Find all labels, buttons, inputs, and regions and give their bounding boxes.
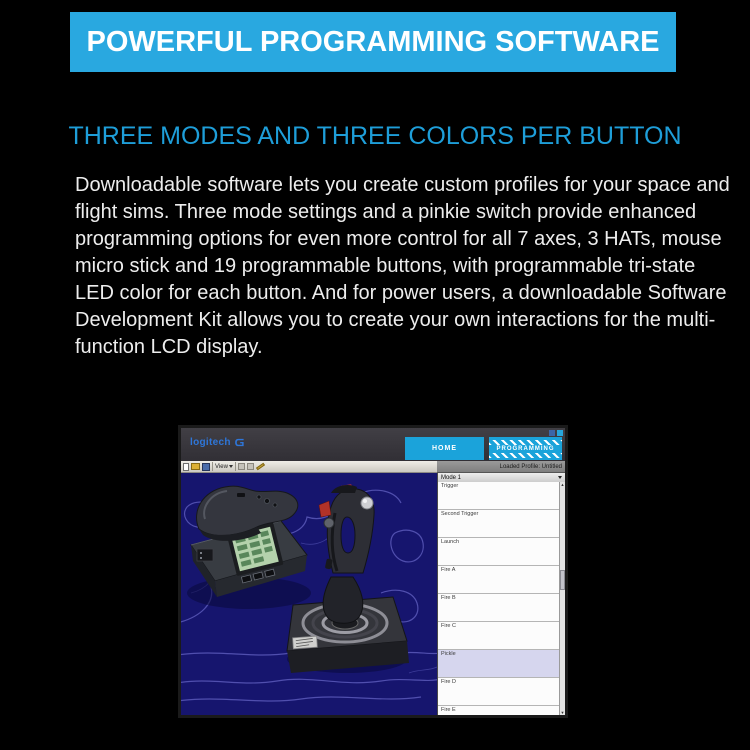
chevron-down-icon (229, 465, 233, 468)
scroll-up-icon[interactable]: ▲ (560, 482, 565, 487)
section-body (75, 172, 730, 361)
home-button[interactable] (405, 437, 484, 460)
panel-row[interactable] (438, 706, 559, 715)
device-illustration (181, 473, 437, 715)
joystick-illustration (287, 484, 409, 673)
panel-row-label: Second Trigger (441, 511, 479, 517)
scroll-thumb[interactable] (560, 570, 565, 590)
button-assignment-list (438, 482, 559, 715)
chevron-down-icon (558, 476, 562, 479)
panel-row-label: Launch (441, 539, 460, 545)
save-icon[interactable] (202, 463, 210, 471)
close-icon[interactable] (557, 430, 563, 436)
zoom-icon[interactable] (238, 463, 245, 470)
pencil-icon[interactable] (256, 463, 265, 471)
body-line: programming options for even more control for all 7 axes, 3 HATs, mouse (75, 228, 722, 250)
body-line: Development Kit allows you to create your own interactions for the multi- (75, 309, 716, 331)
logitech-logo-text: logitech (190, 437, 231, 448)
panel-row[interactable] (438, 650, 559, 678)
loaded-profile-status: Loaded Profile: Untitled (499, 463, 562, 470)
panel-row[interactable] (438, 678, 559, 706)
programming-panel (437, 473, 565, 715)
section-heading: THREE MODES AND THREE COLORS PER BUTTON (68, 122, 682, 150)
banner-title: POWERFUL PROGRAMMING SOFTWARE (86, 25, 660, 58)
panel-row[interactable] (438, 594, 559, 622)
new-profile-icon[interactable] (183, 463, 189, 471)
panel-row[interactable] (438, 622, 559, 650)
logitech-g-icon (234, 437, 245, 448)
app-main (181, 473, 565, 715)
mode-label: Mode 1 (441, 474, 462, 481)
panel-row-label: Fire C (441, 623, 456, 629)
logitech-logo (190, 437, 245, 448)
title-banner (70, 12, 676, 72)
panel-row[interactable] (438, 566, 559, 594)
profile-statusbar (437, 461, 565, 473)
minimize-icon[interactable] (549, 430, 555, 436)
panel-row-label: Pickle (441, 651, 456, 657)
view-dropdown[interactable] (215, 464, 233, 470)
panel-scrollbar[interactable] (559, 482, 565, 715)
open-folder-icon[interactable] (191, 463, 200, 470)
programming-button[interactable] (489, 437, 562, 460)
panel-row-label: Fire A (441, 567, 456, 573)
settings-icon[interactable] (247, 463, 254, 470)
body-line: LED color for each button. And for power users, a downloadable Software (75, 282, 727, 304)
view-dropdown-label: View (215, 463, 228, 470)
panel-row-label: Fire B (441, 595, 456, 601)
toolbar-separator (235, 462, 236, 471)
window-controls (549, 430, 563, 436)
body-line: flight sims. Three mode settings and a pinkie switch provide enhanced (75, 201, 697, 223)
panel-row-label: Fire D (441, 679, 456, 685)
home-button-label: HOME (432, 445, 457, 452)
scroll-down-icon[interactable]: ▼ (560, 710, 565, 715)
toolbar (181, 461, 565, 473)
stripe-decoration (489, 453, 562, 458)
throttle-illustration (187, 486, 311, 609)
programming-button-label: PROGRAMMING (496, 445, 555, 452)
app-header (181, 428, 565, 461)
toolbar-separator (212, 462, 213, 471)
panel-row[interactable] (438, 510, 559, 538)
panel-row[interactable] (438, 538, 559, 566)
body-line: function LCD display. (75, 336, 263, 358)
software-window (178, 425, 568, 718)
panel-row-label: Trigger (441, 483, 459, 489)
panel-row-label: Fire E (441, 707, 456, 713)
body-line: Downloadable software lets you create custom profiles for your space and (75, 174, 730, 196)
toolbar-icons (181, 461, 437, 473)
body-line: micro stick and 19 programmable buttons, with programmable tri-state (75, 255, 696, 277)
panel-row[interactable] (438, 482, 559, 510)
device-blueprint-view (181, 473, 437, 715)
